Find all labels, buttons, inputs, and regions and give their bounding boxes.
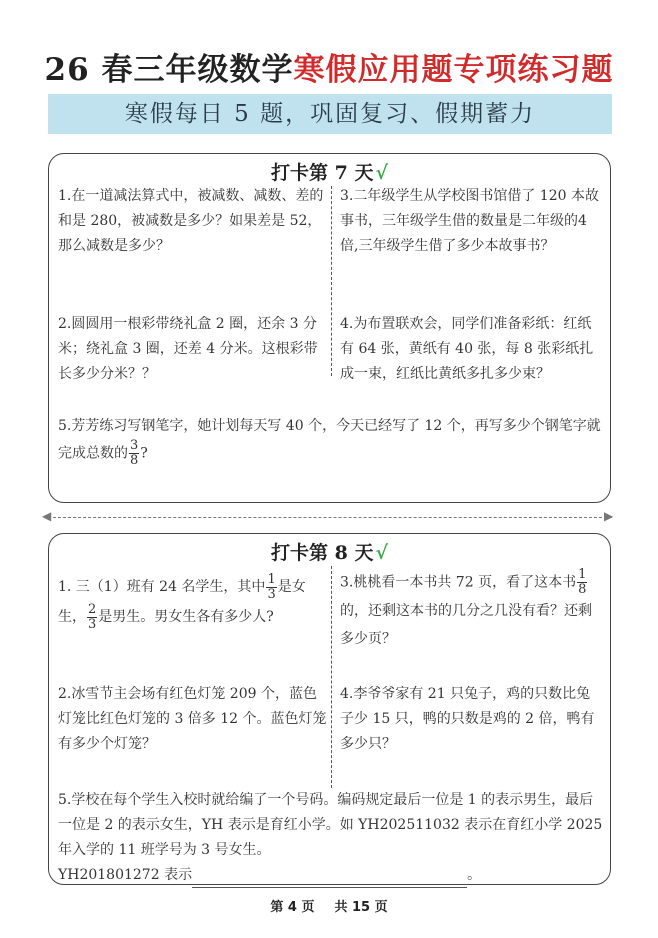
day7-question-1: 1.在一道减法算式中，被减数、减数、差的和是 280，被减数是多少？如果差是 52，那么减数是多少？ bbox=[58, 188, 324, 254]
day8-question-1 bbox=[58, 572, 328, 632]
day8-question-3 bbox=[340, 568, 602, 653]
page-total: 共 15 页 bbox=[334, 900, 388, 915]
title-part-black: 26 春三年级数学 bbox=[44, 52, 294, 88]
page-footer bbox=[0, 896, 658, 915]
arrow-left-icon: ◀ bbox=[42, 509, 52, 523]
day7-divider bbox=[331, 186, 332, 376]
day7-q5-text: 5.芳芳练习写钢笔字，她计划每天写 40 个，今天已经写了 12 个，再写多少个钢笔字就完成总数的 bbox=[58, 418, 601, 462]
checkmark-icon: √ bbox=[375, 542, 388, 564]
day7-title bbox=[49, 158, 610, 185]
day8-card bbox=[48, 533, 611, 885]
fraction-denominator: 8 bbox=[578, 582, 587, 597]
card-separator bbox=[48, 517, 612, 518]
day8-q3-text-2: 的，还剩这本书的几分之几没有看？还剩多少页？ bbox=[340, 603, 592, 647]
day8-q5-answer-suffix: 。 bbox=[467, 867, 482, 883]
day8-question-2: 2.冰雪节主会场有红色灯笼 209 个，蓝色灯笼比红色灯笼的 3 倍多 12 个。蓝色灯笼有多少个灯笼？ bbox=[58, 686, 327, 752]
fraction bbox=[577, 568, 587, 597]
page-title bbox=[0, 44, 658, 89]
day8-title bbox=[49, 538, 610, 565]
fraction-numerator: 3 bbox=[130, 438, 139, 453]
day7-card bbox=[48, 153, 611, 503]
fraction-denominator: 3 bbox=[88, 616, 97, 632]
page-number: 第 4 页 bbox=[270, 900, 315, 915]
fraction bbox=[87, 603, 97, 632]
arrow-right-icon: ▶ bbox=[604, 509, 614, 523]
day8-divider bbox=[331, 566, 332, 788]
fraction-denominator: 8 bbox=[130, 453, 139, 468]
checkmark-icon: √ bbox=[375, 162, 388, 184]
day7-question-2: 2.圆圆用一根彩带绕礼盒 2 圈，还余 3 分米；绕礼盒 3 圈，还差 4 分米。这根彩带长多少分米？？ bbox=[58, 316, 318, 382]
fraction bbox=[266, 573, 276, 602]
day7-question-5 bbox=[58, 414, 606, 468]
day7-title-text: 打卡第 7 天 bbox=[271, 162, 374, 184]
fraction bbox=[129, 439, 139, 468]
day7-q5-end: ? bbox=[140, 445, 148, 462]
subtitle-text: 寒假每日 5 题，巩固复习、假期蓄力 bbox=[124, 101, 536, 127]
day7-question-3: 3.二年级学生从学校图书馆借了 120 本故事书，三年级学生借的数量是二年级的4倍,三年级学生借了多少本故事书？ bbox=[340, 188, 599, 254]
answer-blank[interactable] bbox=[192, 871, 467, 888]
day8-question-5 bbox=[58, 788, 606, 888]
day8-title-text: 打卡第 8 天 bbox=[271, 542, 374, 564]
fraction-numerator: 1 bbox=[267, 571, 276, 587]
subtitle-banner bbox=[48, 94, 612, 134]
day8-q3-text: 3.桃桃看一本书共 72 页，看了这本书 bbox=[340, 574, 577, 591]
day7-question-4: 4.为布置联欢会，同学们准备彩纸：红纸有 64 张，黄纸有 40 张，每 8 张彩纸扎成一束，红纸比黄纸多扎多少束？ bbox=[340, 316, 594, 382]
day8-q1-text: 1. 三（1）班有 24 名学生，其中 bbox=[58, 579, 266, 595]
day8-q1-text-3: 是男生。男女生各有多少人? bbox=[98, 609, 274, 625]
fraction-numerator: 1 bbox=[578, 567, 587, 582]
day8-question-4: 4.李爷爷家有 21 只兔子，鸡的只数比兔子少 15 只，鸭的只数是鸡的 2 倍，鸭有多少只？ bbox=[340, 686, 595, 752]
day8-q1-text-2: 是女生， bbox=[58, 579, 306, 625]
fraction-numerator: 2 bbox=[88, 601, 97, 617]
day8-q5-answer-prefix: YH201801272 表示 bbox=[58, 867, 193, 883]
day8-q5-text: 5.学校在每个学生入校时就给编了一个号码。编码规定最后一位是 1 的表示男生，最后一位是 2 的表示女生，YH 表示是育红小学。如 YH202511032 表示在育红小学 2025 年入学的 11 班学号为 3 号女生。 bbox=[58, 792, 603, 858]
title-part-red: 寒假应用题专项练习题 bbox=[293, 52, 614, 88]
fraction-denominator: 3 bbox=[267, 586, 276, 602]
